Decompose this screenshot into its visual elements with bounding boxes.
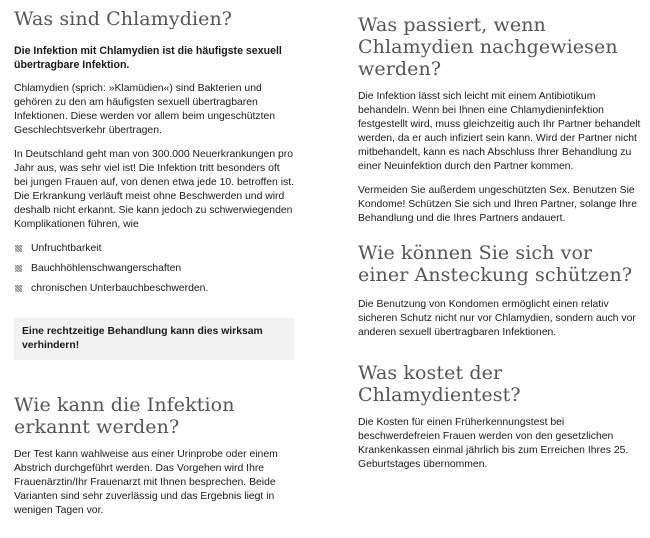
square-bullet-icon [15, 265, 22, 272]
complications-list [14, 242, 294, 296]
square-bullet-icon [15, 285, 22, 292]
intro-paragraph: Chlamydien (sprich: »Klamüdien«) sind Bakterien und gehören zu den am häufigsten sexuell übertragbaren Infektionen. Diese werden vor allem beim ungeschützten Geschlechtsverkehr übertragen. [14, 83, 276, 136]
section-heading: Was kostet der Chlamydientest? [358, 362, 521, 406]
treatment-callout: Eine rechtzeitige Behandlung kann dies wirksam verhindern! [14, 318, 294, 360]
section-was-passiert [358, 14, 642, 226]
section-heading: Was passiert, wenn Chlamydien nachgewiesen werden? [358, 14, 618, 80]
section-was-sind-chlamydien [14, 8, 294, 296]
section-wie-erkannt [14, 394, 294, 518]
prevention-paragraph: Vermeiden Sie außerdem ungeschützten Sex. Benutzen Sie Kondome! Schützen Sie sich und Ihren Partner, solange Ihre Behandlung und die Ihres Partners andauert. [358, 185, 637, 224]
statistics-paragraph: In Deutschland geht man von 300.000 Neuerkrankungen pro Jahr aus, was sehr viel ist! Die Infektion tritt besonders oft bei jungen Frauen auf, von denen etwa jede 10. betroffen ist. Die Erkrankung verläuft meist ohne Beschwerden und wird deshalb nicht erkannt. Sie kann jedoch zu schwerwiegenden Komplikationen führen, wie [14, 149, 294, 230]
list-item: Bauchhöhlenschwangerschaften [14, 262, 294, 276]
section-kosten [358, 362, 642, 472]
section-heading: Wie können Sie sich vor einer Ansteckung schützen? [358, 242, 633, 286]
section-heading: Wie kann die Infektion erkannt werden? [14, 394, 235, 438]
section-schutz [358, 242, 642, 340]
list-item: chronischen Unterbauchbeschwerden. [14, 282, 294, 296]
test-paragraph: Der Test kann wahlweise aus einer Urinprobe oder einem Abstrich durchgeführt werden. Das Vorgehen wird Ihre Frauenärztin/Ihr Frauenarzt mit Ihnen besprechen. Beide Varianten sind sehr zuverlässig und das Ergebnis liegt in wenigen Tagen vor. [14, 449, 278, 516]
lead-paragraph: Die Infektion mit Chlamydien ist die häufigste sexuell übertragbare Infektion. [14, 45, 282, 71]
square-bullet-icon [15, 245, 22, 252]
treatment-paragraph: Die Infektion lässt sich leicht mit einem Antibiotikum behandeln. Wenn bei Ihnen eine Chlamydieninfektion festgestellt wird, muss gleichzeitig auch Ihr Partner behandelt werden, da er auch infiziert sein kann. Wird der Partner nicht mitbehandelt, kann es nach Abschluss Ihrer Behandlung zu einer Neuinfektion durch den Partner kommen. [358, 91, 641, 172]
list-item: Unfruchtbarkeit [14, 242, 294, 256]
costs-paragraph: Die Kosten für einen Früherkennungstest bei beschwerdefreien Frauen werden von den gesetzlichen Krankenkassen einmal jährlich bis zum Erreichen Ihres 25. Geburtstages übernommen. [358, 417, 629, 470]
protection-paragraph: Die Benutzung von Kondomen ermöglicht einen relativ sicheren Schutz nicht nur vor Chlamydien, sondern auch vor anderen sexuell übertragbaren Infektionen. [358, 299, 636, 338]
section-heading: Was sind Chlamydien? [14, 8, 233, 30]
